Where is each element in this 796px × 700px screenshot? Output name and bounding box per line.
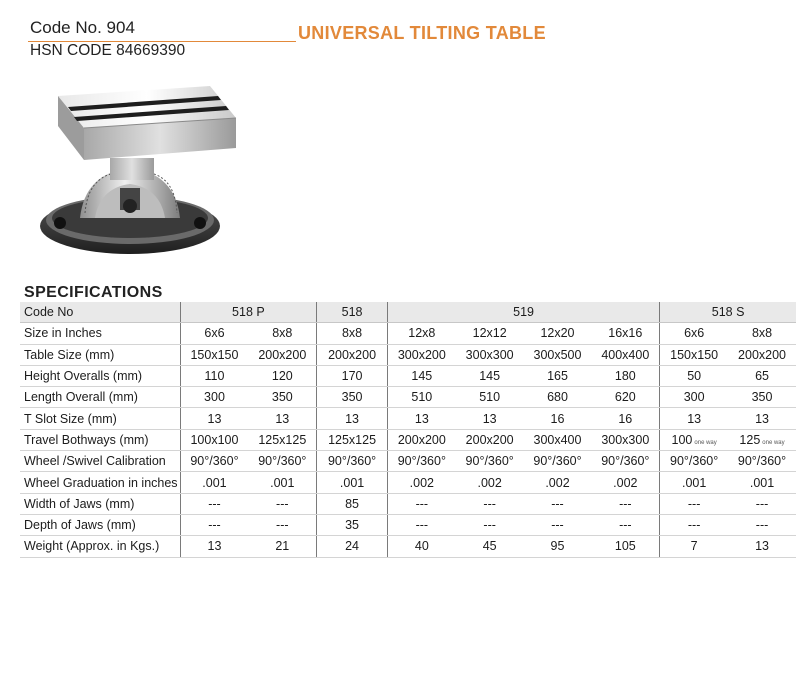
cell-value: 90°/360° [670,454,719,469]
table-cell [387,387,455,408]
cell-value: 13 [207,539,222,554]
table-cell [180,451,248,472]
table-cell [524,514,592,535]
table-cell [180,514,248,535]
table-cell [456,408,524,429]
cell-value: --- [687,496,701,511]
cell-value: 8x8 [751,326,773,341]
cell-value: --- [276,518,289,533]
table-cell [387,493,455,514]
table-cell [317,451,388,472]
table-row-swivel-calibration [20,451,796,472]
table-cell [524,344,592,365]
table-cell [660,387,728,408]
cell-value: .002 [545,475,570,490]
cell-value: 350 [341,390,363,405]
row-label: Depth of Jaws (mm) [20,514,180,535]
table-cell [591,429,659,450]
table-cell [728,536,796,557]
cell-value: --- [687,518,701,533]
table-cell [660,408,728,429]
table-cell [660,323,728,344]
cell-value: 145 [411,369,433,384]
table-cell [248,408,316,429]
cell-value: 300 [204,390,225,405]
table-cell [248,344,316,365]
specifications-heading: SPECIFICATIONS [24,284,163,301]
cell-value: --- [208,518,221,533]
cell-value: 13 [687,411,702,426]
table-cell [591,536,659,557]
cell-value: 13 [345,411,360,426]
table-cell [387,365,455,386]
cell-value: --- [208,496,221,511]
table-cell [660,451,728,472]
one-way-note: one way [762,439,785,446]
cell-value: 13 [207,411,222,426]
cell-value: 680 [547,390,568,405]
table-cell [524,472,592,493]
table-cell [317,408,388,429]
table-cell [387,514,455,535]
table-cell [180,387,248,408]
cell-value: --- [551,496,564,511]
table-cell [248,365,316,386]
table-row-weight [20,536,796,557]
row-label: Table Size (mm) [20,344,180,365]
cell-value: 200x200 [738,347,787,362]
cell-value: 300x500 [533,347,582,362]
cell-value: 13 [275,411,290,426]
table-cell [728,408,796,429]
table-cell [591,408,659,429]
cell-value: 6x6 [204,326,225,341]
table-cell [591,387,659,408]
cell-value: --- [483,496,496,511]
table-cell [728,387,796,408]
group-518s: 518 S [660,302,796,323]
table-cell [180,344,248,365]
table-cell [317,387,388,408]
table-cell [660,536,728,557]
table-cell [591,472,659,493]
table-cell [591,365,659,386]
row-label: Width of Jaws (mm) [20,493,180,514]
table-cell [524,408,592,429]
table-cell [317,323,388,344]
cell-value: 13 [482,411,497,426]
table-row-travel-bothways [20,429,796,450]
cell-value: 165 [547,369,568,384]
table-cell [248,323,316,344]
table-cell [456,365,524,386]
cell-value: --- [619,518,632,533]
cell-value: 180 [614,369,636,384]
cell-value: 13 [755,411,769,426]
row-label: Length Overall (mm) [20,387,180,408]
cell-value: 125x125 [328,432,377,447]
cell-value: 85 [345,496,360,511]
table-cell [660,429,728,450]
cell-value: 200x200 [258,347,307,362]
table-cell [728,493,796,514]
cell-value: 65 [755,369,769,384]
cell-value: --- [619,496,632,511]
table-cell [180,536,248,557]
table-cell [456,429,524,450]
cell-value: 7 [690,539,698,554]
cell-value: 90°/360° [327,454,377,469]
table-row-length-overall [20,387,796,408]
cell-value: 13 [414,411,429,426]
cell-value: --- [483,518,496,533]
table-cell [524,323,592,344]
table-cell [180,408,248,429]
cell-value: 300x400 [533,432,582,447]
code-number: Code No. 904 [30,18,135,37]
table-cell [660,365,728,386]
cell-value: 300x300 [601,432,650,447]
table-cell [387,472,455,493]
cell-value: 300x300 [465,347,514,362]
cell-value: 90°/360° [465,454,514,469]
table-cell [456,451,524,472]
row-label: Weight (Approx. in Kgs.) [20,536,180,557]
table-cell [456,536,524,557]
page-title: UNIVERSAL TILTING TABLE [298,23,546,43]
table-cell [317,429,388,450]
cell-value: 200x200 [328,347,377,362]
table-cell [728,514,796,535]
table-cell [660,514,728,535]
table-cell [387,408,455,429]
cell-value: .002 [477,475,502,490]
table-cell [456,472,524,493]
cell-value: 16 [618,411,633,426]
table-cell [248,472,316,493]
table-cell [456,323,524,344]
cell-value: 16x16 [608,326,643,341]
cell-value: .001 [339,475,365,490]
cell-value: 300x200 [397,347,446,362]
cell-value: 150x150 [190,347,239,362]
cell-value: 125 [739,432,761,447]
table-cell [524,451,592,472]
cell-value: 510 [411,390,433,405]
cell-value: .002 [409,475,434,490]
cell-value: 12x12 [472,326,507,341]
table-cell [317,493,388,514]
cell-value: 110 [204,369,225,384]
cell-value: 510 [479,390,501,405]
table-cell [524,387,592,408]
row-label: Travel Bothways (mm) [20,429,180,450]
table-cell [387,536,455,557]
table-cell [387,344,455,365]
table-cell [456,493,524,514]
cell-value: .001 [270,475,295,490]
cell-value: --- [415,496,429,511]
table-cell [317,536,388,557]
cell-value: 100x100 [190,432,239,447]
table-cell [524,493,592,514]
table-cell [660,472,728,493]
cell-value: --- [415,518,429,533]
one-way-note: one way [694,439,717,446]
tilting-table-photo [40,78,260,268]
table-cell [248,451,316,472]
cell-value: 150x150 [670,347,719,362]
table-cell [180,493,248,514]
table-cell [248,493,316,514]
table-cell [728,429,796,450]
cell-value: 90°/360° [737,454,787,469]
table-cell [728,323,796,344]
row-label: Wheel /Swivel Calibration [20,451,180,472]
hsn-code: HSN CODE 84669390 [30,42,186,59]
cell-value: 105 [614,539,636,554]
cell-value: 125x125 [258,432,307,447]
group-518p: 518 P [180,302,317,323]
cell-value: 45 [482,539,497,554]
table-row-size-in-inches [20,323,796,344]
cell-value: 170 [341,369,363,384]
cell-value: 90°/360° [533,454,582,469]
cell-value: 8x8 [341,326,363,341]
table-row-width-of-jaws [20,493,796,514]
specifications-table [20,302,796,558]
cell-value: 200x200 [397,432,446,447]
cell-value: 145 [479,369,501,384]
cell-value: 16 [550,411,565,426]
table-cell [456,387,524,408]
table-cell [591,344,659,365]
row-label: Size in Inches [20,323,180,344]
cell-value: 90°/360° [397,454,446,469]
table-cell [591,451,659,472]
cell-value: .001 [749,475,775,490]
code-no-label: Code No [20,302,180,323]
table-row-wheel-graduation [20,472,796,493]
cell-value: 50 [687,369,702,384]
cell-value: 40 [414,539,429,554]
table-cell [317,514,388,535]
cell-value: --- [551,518,564,533]
cell-value: 6x6 [684,326,705,341]
row-label: Wheel Graduation in inches [20,472,180,493]
table-cell [728,472,796,493]
table-row-table-size [20,344,796,365]
table-cell [456,344,524,365]
cell-value: 120 [271,369,293,384]
cell-value: 350 [271,390,293,405]
table-cell [180,365,248,386]
table-cell [248,536,316,557]
table-cell [591,514,659,535]
table-cell [387,429,455,450]
table-cell [660,344,728,365]
table-cell [180,472,248,493]
cell-value: 400x400 [601,347,650,362]
table-header-row [20,302,796,323]
table-cell [728,365,796,386]
cell-value: 100 [671,432,693,447]
cell-value: 90°/360° [258,454,307,469]
table-cell [591,323,659,344]
table-cell [180,323,248,344]
cell-value: 90°/360° [190,454,239,469]
table-row-depth-of-jaws [20,514,796,535]
table-cell [524,429,592,450]
table-cell [728,344,796,365]
cell-value: 21 [275,539,290,554]
group-518: 518 [317,302,388,323]
cell-value: 35 [345,518,360,533]
cell-value: --- [755,496,769,511]
table-cell [248,387,316,408]
cell-value: .002 [613,475,638,490]
group-519: 519 [387,302,659,323]
table-cell [524,536,592,557]
table-cell [660,493,728,514]
cell-value: --- [755,518,769,533]
table-cell [180,429,248,450]
cell-value: 620 [614,390,636,405]
row-label: Height Overalls (mm) [20,365,180,386]
cell-value: 200x200 [465,432,514,447]
table-cell [728,451,796,472]
table-cell [317,344,388,365]
cell-value: 8x8 [272,326,293,341]
table-cell [317,365,388,386]
cell-value: 350 [751,390,773,405]
table-row-t-slot-size [20,408,796,429]
table-cell [387,323,455,344]
cell-value: 24 [345,539,360,554]
cell-value: 12x20 [540,326,575,341]
cell-value: 12x8 [408,326,436,341]
table-cell [456,514,524,535]
table-cell [524,365,592,386]
row-label: T Slot Size (mm) [20,408,180,429]
cell-value: 13 [755,539,769,554]
cell-value: 90°/360° [601,454,650,469]
table-cell [317,472,388,493]
table-cell [248,514,316,535]
cell-value: .001 [681,475,707,490]
table-row-height-overall [20,365,796,386]
cell-value: .001 [202,475,227,490]
table-cell [248,429,316,450]
cell-value: 300 [683,390,705,405]
table-cell [591,493,659,514]
cell-value: 95 [550,539,565,554]
cell-value: --- [276,496,289,511]
table-cell [387,451,455,472]
